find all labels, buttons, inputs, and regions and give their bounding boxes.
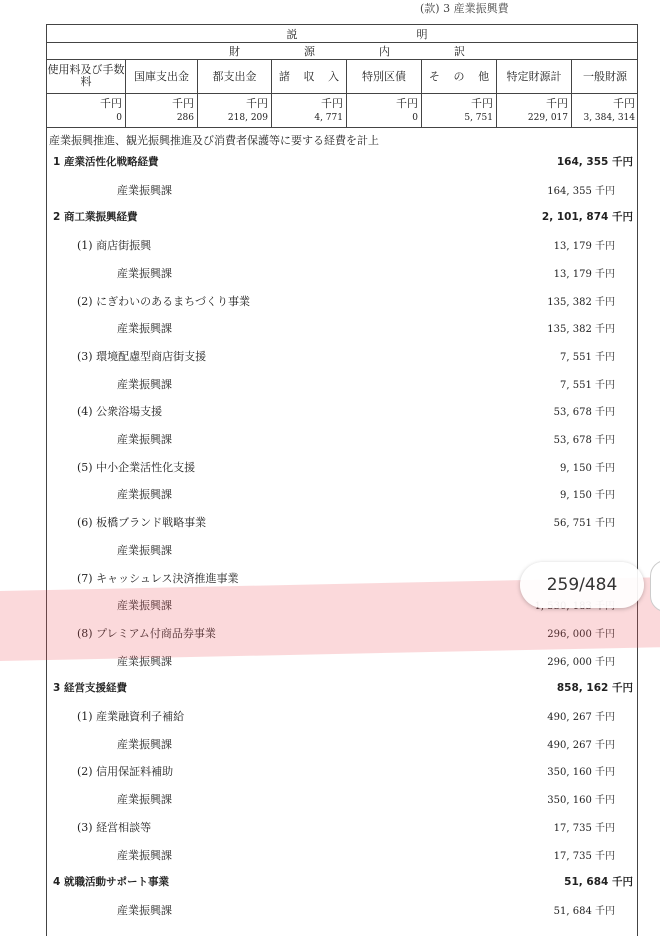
value-cell: 4, 771 <box>314 113 343 123</box>
description-text: 産業振興推進、観光振興推進及び消費者保護等に要する経費を計上 <box>49 134 379 147</box>
subitem-row <box>47 233 637 255</box>
col-header: 特別区債 <box>347 59 422 93</box>
item-amount: 296, 000 千円 <box>547 656 615 668</box>
col-header: 使用料及び手数料 <box>47 59 126 93</box>
col-char: 他 <box>478 70 490 83</box>
unit-label: 千円 <box>471 97 493 110</box>
item-amount: 17, 735 千円 <box>553 822 615 834</box>
value-cell: 0 <box>116 113 122 123</box>
item-amount: 17, 735 千円 <box>553 850 615 862</box>
value-cell: 218, 209 <box>227 113 268 123</box>
item-label: 1 産業活性化戦略経費 <box>53 156 159 168</box>
item-amount: 490, 267 千円 <box>547 712 615 723</box>
item-label: (3) 経営相談等 <box>77 820 152 834</box>
item-label: 産業振興課 <box>117 654 172 668</box>
item-amount: 350, 160 千円 <box>547 795 615 807</box>
col-char: 収 <box>303 70 315 83</box>
item-label: 産業振興課 <box>117 488 172 502</box>
item-label: (3) 環境配慮型商店街支援 <box>77 349 207 363</box>
subitem-row <box>47 815 637 837</box>
fund-row <box>47 42 637 60</box>
department-row <box>47 732 637 754</box>
value-cell: 5, 751 <box>464 113 493 123</box>
item-label: 産業振興課 <box>117 322 172 336</box>
subitem-row <box>47 510 637 532</box>
department-row <box>47 372 637 394</box>
unit-label: 千円 <box>396 97 418 110</box>
subitem-row <box>47 399 637 421</box>
col-char: 諸 <box>278 70 290 83</box>
department-row <box>47 261 637 283</box>
item-amount: 13, 179 千円 <box>553 268 615 280</box>
department-row <box>47 178 637 200</box>
subitem-row <box>47 704 637 726</box>
item-label: 産業振興課 <box>117 848 172 862</box>
subitem-row <box>47 289 637 311</box>
item-label: (1) 商店街振興 <box>77 239 152 253</box>
col-header: 国庫支出金 <box>126 59 198 93</box>
col-char: の <box>453 70 465 83</box>
item-label: (1) 産業融資利子補給 <box>77 710 185 723</box>
item-label: 産業振興課 <box>117 266 172 280</box>
item-label: 産業振興課 <box>117 599 172 613</box>
unit-label: 千円 <box>100 97 122 110</box>
unit-label: 千円 <box>546 97 568 110</box>
unit-label: 千円 <box>613 97 635 110</box>
item-amount: 53, 678 千円 <box>553 407 615 419</box>
item-amount: 7, 551 千円 <box>560 351 615 363</box>
header-note: (款) 3 産業振興費 <box>420 2 509 15</box>
item-amount: 164, 355 千円 <box>556 156 633 168</box>
item-amount: 53, 678 千円 <box>553 435 615 446</box>
item-label: 産業振興課 <box>117 737 172 751</box>
col-header: 一般財源 <box>583 70 627 83</box>
subitem-row <box>47 344 637 366</box>
value-cell: 0 <box>412 113 418 123</box>
page-indicator: 259/484 <box>520 562 644 608</box>
unit-label: 千円 <box>246 97 268 110</box>
item-amount: 51, 684 千円 <box>564 876 633 889</box>
department-row <box>47 787 637 809</box>
item-amount: 56, 751 千円 <box>553 518 615 530</box>
department-row <box>47 843 637 865</box>
item-label: 産業振興課 <box>117 903 172 917</box>
item-amount: 858, 162 千円 <box>556 682 633 695</box>
item-label: 産業振興課 <box>117 543 172 557</box>
department-row <box>47 898 637 920</box>
item-label: (2) にぎわいのあるまちづくり事業 <box>77 294 250 308</box>
title-row <box>47 25 637 43</box>
col-char: 入 <box>328 70 340 83</box>
item-amount: 164, 355 千円 <box>547 185 615 197</box>
item-label: 4 就職活動サポート事業 <box>53 876 169 889</box>
col-header <box>272 59 347 93</box>
item-label: 2 商工業振興経費 <box>53 211 138 224</box>
col-header <box>422 59 497 93</box>
item-amount: 13, 179 千円 <box>553 241 615 253</box>
fund-char: 訳 <box>454 44 465 58</box>
fund-char: 源 <box>304 44 315 58</box>
budget-table <box>46 24 638 936</box>
col-header: 特定財源計 <box>497 59 572 93</box>
value-cell: 286 <box>176 113 194 123</box>
department-row <box>47 316 637 338</box>
col-header: 都支出金 <box>198 59 272 93</box>
item-amount: 350, 160 千円 <box>547 767 615 779</box>
item-amount: 9, 150 千円 <box>560 490 615 502</box>
subitem-row <box>47 759 637 781</box>
item-label: 産業振興課 <box>117 433 172 446</box>
item-amount: 9, 150 千円 <box>560 462 615 474</box>
value-cell: 3, 384, 314 <box>583 113 635 123</box>
item-label: 産業振興課 <box>117 183 172 197</box>
column-header-row <box>47 59 637 94</box>
subitem-row <box>47 455 637 477</box>
item-label: 3 経営支援経費 <box>53 682 127 695</box>
section-row <box>47 150 637 172</box>
item-amount: 490, 267 千円 <box>547 739 615 751</box>
section-row <box>47 676 637 698</box>
department-row <box>47 482 637 504</box>
item-amount: 7, 551 千円 <box>560 379 615 391</box>
item-label: 産業振興課 <box>117 377 172 391</box>
item-amount: 2, 101, 874 千円 <box>541 211 633 224</box>
item-amount: 135, 382 千円 <box>547 296 615 308</box>
item-label: (2) 信用保証料補助 <box>77 765 174 779</box>
unit-label: 千円 <box>321 97 343 110</box>
item-label: (6) 板橋ブランド戦略事業 <box>77 516 207 530</box>
item-amount: 296, 000 千円 <box>547 628 615 640</box>
department-row <box>47 538 637 560</box>
fund-char: 財 <box>229 44 240 58</box>
unit-label: 千円 <box>172 97 194 110</box>
item-label: (5) 中小企業活性化支援 <box>77 460 196 474</box>
title-char: 説 <box>286 27 298 41</box>
item-label: 産業振興課 <box>117 793 172 807</box>
section-row <box>47 870 637 892</box>
fund-char: 内 <box>379 44 390 58</box>
item-label: (7) キャッシュレス決済推進事業 <box>77 571 239 585</box>
title-char: 明 <box>416 27 428 41</box>
value-cell: 229, 017 <box>527 113 568 123</box>
col-char: そ <box>428 70 440 83</box>
item-label: (4) 公衆浴場支援 <box>77 405 163 419</box>
scroll-control[interactable] <box>650 560 660 612</box>
item-amount: 135, 382 千円 <box>547 324 615 336</box>
value-row <box>47 93 637 128</box>
item-label: (8) プレミアム付商品券事業 <box>77 626 216 640</box>
department-row <box>47 427 637 449</box>
section-row <box>47 205 637 227</box>
item-amount: 51, 684 千円 <box>553 905 615 917</box>
